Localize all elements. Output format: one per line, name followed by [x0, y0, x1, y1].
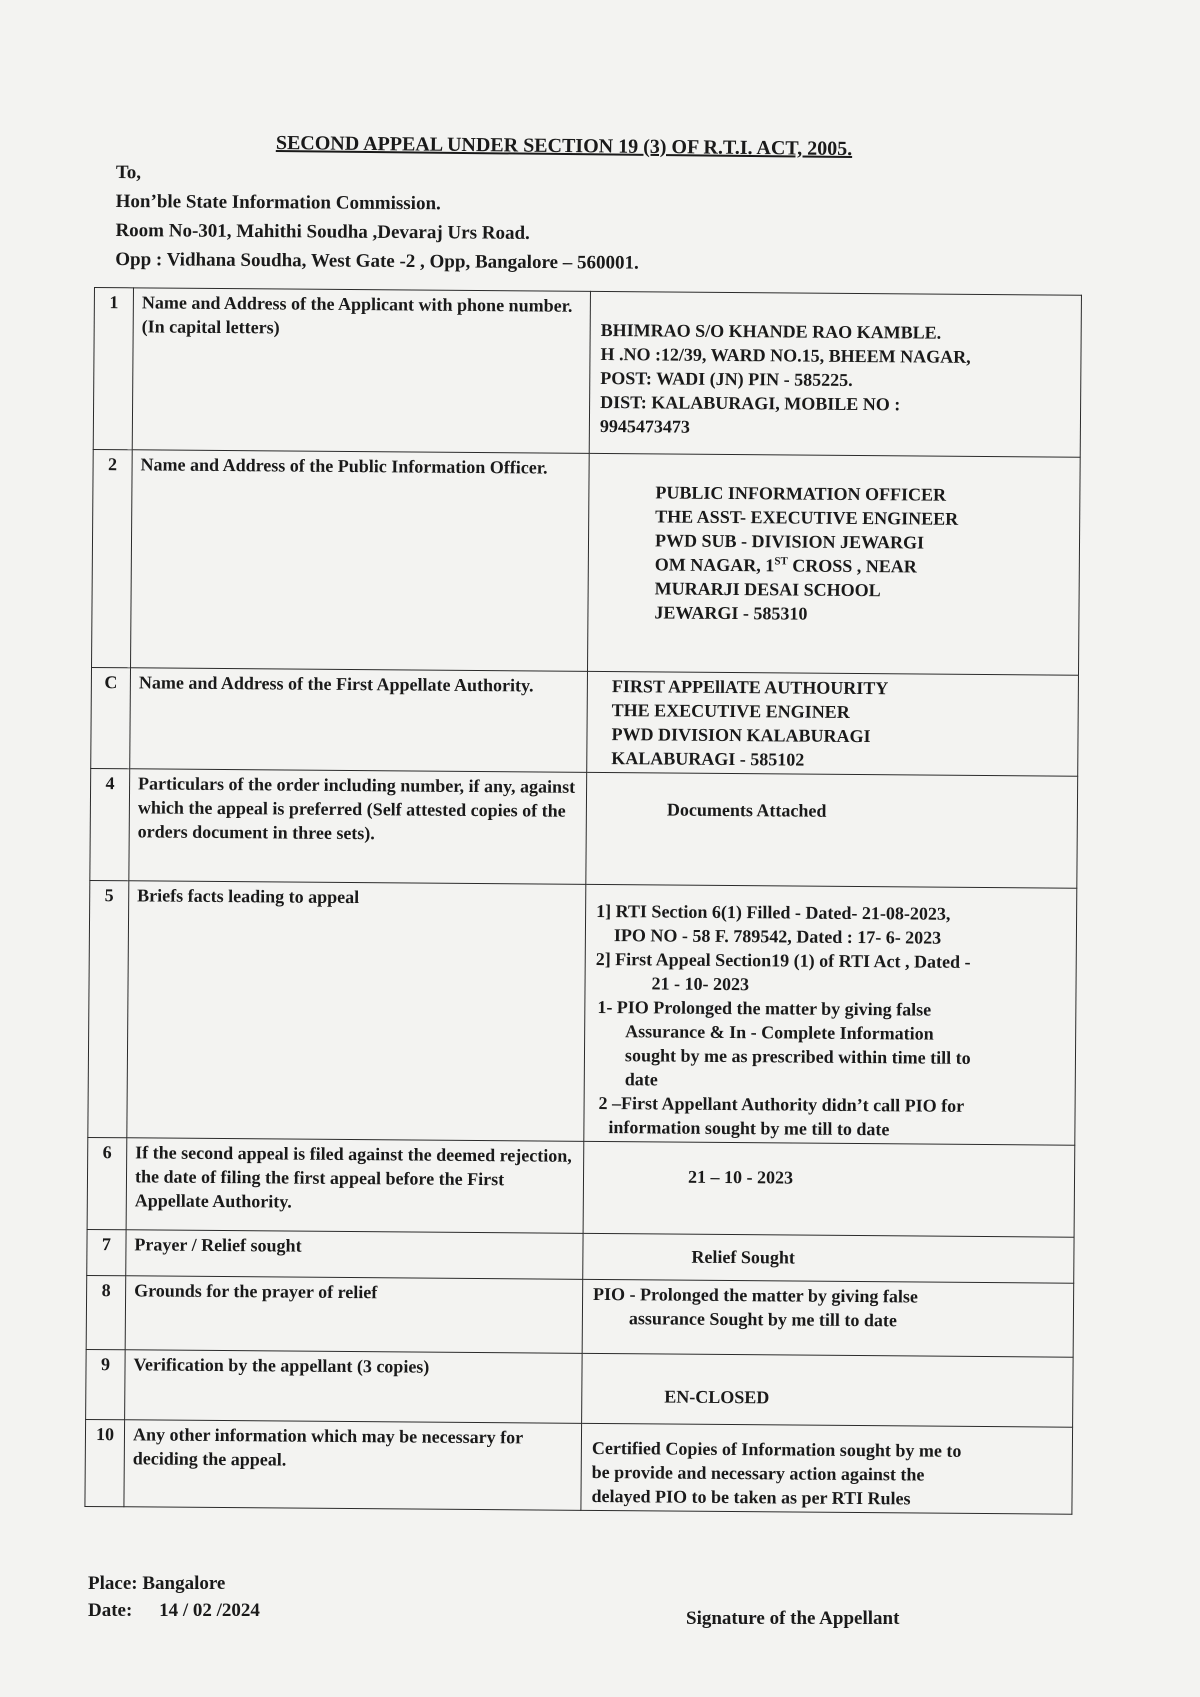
row-label: Any other information which may be necessary for deciding the appeal. [124, 1420, 582, 1511]
table-row [88, 880, 1077, 1145]
row-value [587, 671, 1079, 776]
row-label: Briefs facts leading to appeal [127, 881, 586, 1142]
table-row [90, 768, 1078, 888]
page-title: SECOND APPEAL UNDER SECTION 19 (3) OF R.T.I. ACT, 2005. [275, 132, 853, 161]
value-line: 9945473473 [599, 415, 690, 437]
date-line [88, 1597, 260, 1624]
row-number: 8 [86, 1275, 126, 1349]
place-label: Place: [88, 1573, 138, 1594]
value-line: THE ASST- EXECUTIVE ENGINEER [655, 506, 959, 529]
table-row [93, 288, 1081, 458]
row-number: 7 [87, 1229, 126, 1275]
value-line: PWD DIVISION KALABURAGI [611, 724, 871, 747]
row-number: 5 [88, 880, 129, 1137]
addressee-block [115, 158, 639, 278]
value-line: THE EXECUTIVE ENGINER [611, 700, 850, 722]
value-line-part: OM NAGAR, 1 [654, 554, 775, 576]
value-line: POST: WADI (JN) PIN - 585225. [600, 367, 853, 390]
value-line: DIST: KALABURAGI, MOBILE NO : [600, 391, 901, 415]
row-label: Prayer / Relief sought [126, 1230, 583, 1280]
signature-label: Signature of the Appellant [686, 1608, 900, 1629]
table-row [86, 1275, 1074, 1357]
date-value: 14 / 02 /2024 [159, 1600, 260, 1621]
value-line-part: CROSS , NEAR [787, 555, 917, 577]
row-value [583, 1233, 1074, 1283]
value-line: be provide and necessary action against the [591, 1461, 925, 1485]
row-value [587, 453, 1080, 675]
row-number: 6 [87, 1137, 127, 1229]
value-line: 1] RTI Section 6(1) Filled - Dated- 21-08-2023, [596, 900, 951, 924]
value-line: KALABURAGI - 585102 [611, 748, 805, 770]
value-line: 21 - 10- 2023 [651, 973, 750, 995]
row-number: 1 [93, 288, 133, 450]
place-line [88, 1570, 260, 1597]
row-value [586, 772, 1078, 888]
value-line: H .NO :12/39, WARD NO.15, BHEEM NAGAR, [600, 343, 971, 367]
superscript: ST [774, 555, 788, 568]
value-line: date [624, 1069, 658, 1090]
value-line: 2] First Appeal Section19 (1) of RTI Act , Dated - [595, 948, 971, 972]
value-line: information sought by me till to date [608, 1117, 890, 1140]
value-line: PUBLIC INFORMATION OFFICER [655, 482, 947, 505]
value-line: PWD SUB - DIVISION JEWARGI [654, 530, 925, 553]
value-line: 2 –First Appellant Authority didn’t call PIO for [598, 1092, 965, 1116]
value-line: IPO NO - 58 F. 789542, Dated : 17- 6- 2023 [613, 925, 942, 948]
place-date-block [88, 1570, 260, 1624]
value-line: MURARJI DESAI SCHOOL [654, 578, 881, 601]
row-number: 4 [90, 768, 130, 880]
row-value [584, 884, 1077, 1145]
value-line: delayed PIO to be taken as per RTI Rules [591, 1485, 911, 1509]
row-number: 9 [86, 1349, 126, 1419]
value-line: EN-CLOSED [664, 1386, 770, 1408]
addressee-line: Opp : Vidhana Soudha, West Gate -2 , Opp, Bangalore – 560001. [115, 248, 639, 274]
appeal-table [84, 287, 1082, 1515]
value-line: Documents Attached [666, 799, 827, 821]
table-row [85, 1419, 1073, 1514]
value-line: 21 – 10 - 2023 [687, 1166, 794, 1188]
value-line: BHIMRAO S/O KHANDE RAO KAMBLE. [600, 319, 942, 343]
value-line: Relief Sought [691, 1246, 795, 1268]
value-line: FIRST APPEllATE AUTHOURITY [611, 676, 889, 699]
value-line: 1- PIO Prolonged the matter by giving false [597, 996, 932, 1020]
place-value: Bangalore [142, 1573, 226, 1594]
addressee-line: Hon’ble State Information Commission. [115, 190, 441, 215]
table-row [92, 449, 1081, 675]
row-label: Name and Address of the First Appellate Authority. [130, 668, 588, 773]
table-row [87, 1229, 1074, 1283]
value-line: PIO - Prolonged the matter by giving false [593, 1283, 918, 1307]
row-label: Name and Address of the Applicant with phone number. (In capital letters) [132, 288, 590, 454]
value-line [655, 552, 1071, 579]
row-value [582, 1353, 1074, 1427]
row-value [583, 1141, 1075, 1237]
addressee-to: To, [115, 161, 142, 184]
value-line: JEWARGI - 585310 [654, 602, 808, 624]
table-row [87, 1137, 1075, 1237]
value-line: Certified Copies of Information sought by me to [591, 1437, 962, 1461]
row-label: Name and Address of the Public Information Officer. [131, 450, 590, 672]
row-number: 2 [92, 449, 133, 667]
addressee-line: Room No-301, Mahithi Soudha ,Devaraj Urs Road. [115, 219, 530, 244]
row-value [582, 1279, 1074, 1357]
row-number: 10 [85, 1419, 125, 1506]
value-line: Assurance & In - Complete Information [625, 1021, 934, 1044]
row-value [581, 1423, 1073, 1514]
row-value [589, 291, 1081, 457]
row-label: Grounds for the prayer of relief [125, 1276, 583, 1354]
row-number: C [91, 667, 131, 768]
row-label: Particulars of the order including number, if any, against which the appeal is preferred (Self attested copies of the orders document in three sets). [129, 769, 587, 885]
value-line: sought by me as prescribed within time till to [624, 1045, 971, 1068]
table-row [86, 1349, 1074, 1427]
table-row [91, 667, 1079, 776]
value-line: assurance Sought by me till to date [628, 1308, 898, 1331]
date-label: Date: [88, 1600, 133, 1621]
row-label: Verification by the appellant (3 copies) [125, 1350, 583, 1424]
row-label: If the second appeal is filed against the deemed rejection, the date of filing the first appeal before the First Appellate Authority. [126, 1138, 584, 1234]
